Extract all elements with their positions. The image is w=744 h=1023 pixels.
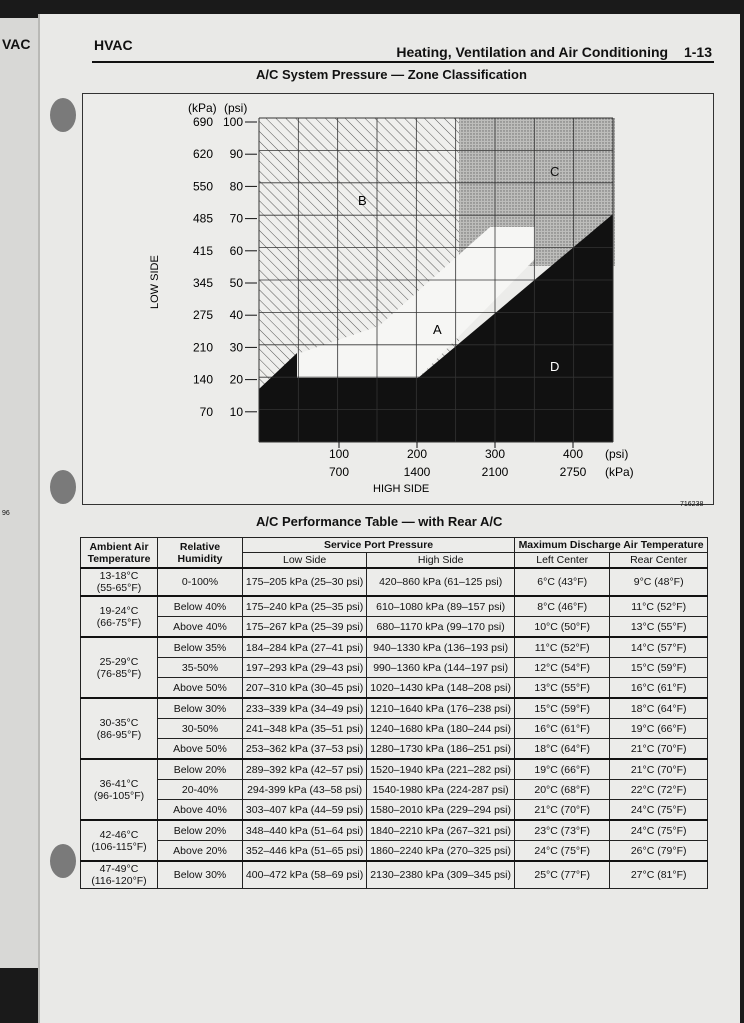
ambient-temperature-cell bbox=[81, 596, 158, 637]
rear-center-temp-cell: 19°C (66°F) bbox=[610, 719, 708, 739]
table-row bbox=[81, 698, 708, 719]
rear-center-temp-cell: 26°C (79°F) bbox=[610, 841, 708, 862]
header-max-discharge: Maximum Discharge Air Temperature bbox=[515, 538, 708, 553]
ambient-celsius: 19-24°C bbox=[99, 604, 139, 617]
humidity-cell: Above 50% bbox=[158, 678, 243, 699]
left-center-temp-cell: 12°C (54°F) bbox=[515, 658, 610, 678]
page-header bbox=[396, 44, 712, 60]
ambient-celsius: 13-18°C bbox=[99, 570, 139, 583]
left-center-temp-cell: 21°C (70°F) bbox=[515, 800, 610, 821]
figure-number: 716238 bbox=[680, 501, 704, 508]
previous-page-fig-number: 96 bbox=[2, 510, 10, 517]
humidity-cell: Below 35% bbox=[158, 637, 243, 658]
y-tick-kpa: 70 bbox=[199, 404, 213, 419]
humidity-cell: 0-100% bbox=[158, 568, 243, 596]
ambient-temperature-cell bbox=[81, 861, 158, 889]
rear-center-temp-cell: 27°C (81°F) bbox=[610, 861, 708, 889]
high-side-pressure-cell: 2130–2380 kPa (309–345 psi) bbox=[367, 861, 515, 889]
x-units-kpa: (kPa) bbox=[605, 465, 634, 479]
y-tick-psi: 70 bbox=[229, 211, 243, 226]
rear-center-temp-cell: 13°C (55°F) bbox=[610, 617, 708, 638]
high-side-pressure-cell: 1240–1680 kPa (180–244 psi) bbox=[367, 719, 515, 739]
ambient-temperature-cell bbox=[81, 759, 158, 820]
high-side-pressure-cell: 1210–1640 kPa (176–238 psi) bbox=[367, 698, 515, 719]
humidity-cell: Below 40% bbox=[158, 596, 243, 617]
rear-center-temp-cell: 24°C (75°F) bbox=[610, 800, 708, 821]
y-tick-psi: 10 bbox=[229, 404, 243, 419]
rear-center-temp-cell: 22°C (72°F) bbox=[610, 780, 708, 800]
humidity-cell: 30-50% bbox=[158, 719, 243, 739]
table-row bbox=[81, 841, 708, 862]
low-side-pressure-cell: 197–293 kPa (29–43 psi) bbox=[243, 658, 367, 678]
binder-hole bbox=[50, 98, 76, 132]
left-center-temp-cell: 20°C (68°F) bbox=[515, 780, 610, 800]
low-side-axis-label: LOW SIDE bbox=[149, 255, 161, 309]
table-row bbox=[81, 719, 708, 739]
left-center-temp-cell: 11°C (52°F) bbox=[515, 637, 610, 658]
humidity-cell: Above 50% bbox=[158, 739, 243, 760]
high-side-pressure-cell: 990–1360 kPa (144–197 psi) bbox=[367, 658, 515, 678]
performance-table bbox=[80, 537, 708, 889]
previous-page-edge bbox=[0, 18, 41, 968]
binder-hole bbox=[50, 844, 76, 878]
low-side-pressure-cell: 303–407 kPa (44–59 psi) bbox=[243, 800, 367, 821]
header-service-port-pressure: Service Port Pressure bbox=[243, 538, 515, 553]
ambient-temperature-cell bbox=[81, 568, 158, 596]
y-units-psi: (psi) bbox=[224, 101, 248, 115]
x-tick-psi: 400 bbox=[562, 447, 584, 461]
y-units-kpa: (kPa) bbox=[188, 101, 217, 115]
left-center-temp-cell: 15°C (59°F) bbox=[515, 698, 610, 719]
y-tick-kpa: 345 bbox=[192, 276, 213, 290]
chart-title: A/C System Pressure — Zone Classification bbox=[256, 67, 527, 82]
ambient-celsius: 25-29°C bbox=[99, 655, 139, 668]
header-rear-center: Rear Center bbox=[610, 553, 708, 569]
header-humidity: Relative Humidity bbox=[158, 538, 243, 569]
humidity-cell: Above 20% bbox=[158, 841, 243, 862]
high-side-pressure-cell: 940–1330 kPa (136–193 psi) bbox=[367, 637, 515, 658]
y-tick-psi: 90 bbox=[229, 147, 243, 162]
ambient-temperature-cell bbox=[81, 820, 158, 861]
humidity-cell: Above 40% bbox=[158, 800, 243, 821]
zone-d-label: D bbox=[550, 359, 560, 374]
humidity-cell: Below 20% bbox=[158, 820, 243, 841]
high-side-pressure-cell: 1520–1940 kPa (221–282 psi) bbox=[367, 759, 515, 780]
page-number: 1-13 bbox=[683, 44, 712, 60]
table-row bbox=[81, 780, 708, 800]
x-tick-kpa: 700 bbox=[328, 465, 350, 479]
low-side-pressure-cell: 400–472 kPa (58–69 psi) bbox=[243, 861, 367, 889]
rear-center-temp-cell: 18°C (64°F) bbox=[610, 698, 708, 719]
y-tick-psi: 40 bbox=[229, 308, 243, 323]
header-left-center: Left Center bbox=[515, 553, 610, 569]
rear-center-temp-cell: 21°C (70°F) bbox=[610, 739, 708, 760]
table-row bbox=[81, 617, 708, 638]
ambient-celsius: 47-49°C bbox=[99, 863, 139, 876]
y-tick-psi: 20 bbox=[229, 372, 243, 387]
low-side-pressure-cell: 348–440 kPa (51–64 psi) bbox=[243, 820, 367, 841]
table-row bbox=[81, 637, 708, 658]
x-tick-kpa: 2100 bbox=[481, 465, 509, 479]
low-side-pressure-cell: 233–339 kPa (34–49 psi) bbox=[243, 698, 367, 719]
ambient-fahrenheit: (106-115°F) bbox=[91, 840, 147, 853]
left-center-temp-cell: 19°C (66°F) bbox=[515, 759, 610, 780]
zone-c-label: C bbox=[550, 164, 560, 179]
y-tick-kpa: 140 bbox=[192, 372, 213, 387]
zone-a-label: A bbox=[433, 322, 442, 337]
high-side-pressure-cell: 420–860 kPa (61–125 psi) bbox=[367, 568, 515, 596]
left-center-temp-cell: 23°C (73°F) bbox=[515, 820, 610, 841]
low-side-pressure-cell: 294-399 kPa (43–58 psi) bbox=[243, 780, 367, 800]
table-title: A/C Performance Table — with Rear A/C bbox=[256, 514, 503, 529]
humidity-cell: 35-50% bbox=[158, 658, 243, 678]
y-tick-kpa: 210 bbox=[192, 340, 213, 355]
rear-center-temp-cell: 21°C (70°F) bbox=[610, 759, 708, 780]
low-side-pressure-cell: 241–348 kPa (35–51 psi) bbox=[243, 719, 367, 739]
x-units-psi: (psi) bbox=[605, 447, 629, 461]
ambient-celsius: 30-35°C bbox=[99, 716, 139, 729]
high-side-pressure-cell: 610–1080 kPa (89–157 psi) bbox=[367, 596, 515, 617]
left-center-temp-cell: 10°C (50°F) bbox=[515, 617, 610, 638]
rear-center-temp-cell: 24°C (75°F) bbox=[610, 820, 708, 841]
high-side-pressure-cell: 680–1170 kPa (99–170 psi) bbox=[367, 617, 515, 638]
left-center-temp-cell: 8°C (46°F) bbox=[515, 596, 610, 617]
humidity-cell: Below 30% bbox=[158, 698, 243, 719]
left-center-temp-cell: 25°C (77°F) bbox=[515, 861, 610, 889]
low-side-pressure-cell: 175–240 kPa (25–35 psi) bbox=[243, 596, 367, 617]
table-row bbox=[81, 739, 708, 760]
y-tick-kpa: 415 bbox=[192, 243, 213, 258]
y-tick-kpa: 620 bbox=[192, 147, 213, 162]
rear-center-temp-cell: 15°C (59°F) bbox=[610, 658, 708, 678]
low-side-pressure-cell: 289–392 kPa (42–57 psi) bbox=[243, 759, 367, 780]
table-row bbox=[81, 568, 708, 596]
y-tick-kpa: 485 bbox=[192, 211, 213, 226]
y-tick-kpa: 690 bbox=[192, 115, 213, 129]
high-side-pressure-cell: 1020–1430 kPa (148–208 psi) bbox=[367, 678, 515, 699]
left-center-temp-cell: 16°C (61°F) bbox=[515, 719, 610, 739]
table-row bbox=[81, 800, 708, 821]
previous-page-header: VAC bbox=[2, 36, 31, 52]
rear-center-temp-cell: 14°C (57°F) bbox=[610, 637, 708, 658]
y-tick-psi: 100 bbox=[222, 115, 243, 129]
left-center-temp-cell: 6°C (43°F) bbox=[515, 568, 610, 596]
ambient-fahrenheit: (96-105°F) bbox=[93, 789, 145, 802]
left-center-temp-cell: 13°C (55°F) bbox=[515, 678, 610, 699]
rear-center-temp-cell: 11°C (52°F) bbox=[610, 596, 708, 617]
low-side-pressure-cell: 175–267 kPa (25–39 psi) bbox=[243, 617, 367, 638]
table-row bbox=[81, 678, 708, 699]
table-row bbox=[81, 820, 708, 841]
page-header-title: Heating, Ventilation and Air Conditioning bbox=[396, 44, 669, 60]
section-header: HVAC bbox=[94, 37, 133, 53]
y-tick-kpa: 275 bbox=[192, 308, 213, 323]
rear-center-temp-cell: 16°C (61°F) bbox=[610, 678, 708, 699]
binder-hole bbox=[50, 470, 76, 504]
header-ambient: Ambient Air Temperature bbox=[81, 538, 158, 569]
y-tick-kpa: 550 bbox=[192, 179, 213, 194]
zone-chart-frame bbox=[82, 93, 714, 505]
x-tick-kpa: 2750 bbox=[559, 465, 587, 479]
humidity-cell: 20-40% bbox=[158, 780, 243, 800]
high-side-pressure-cell: 1840–2210 kPa (267–321 psi) bbox=[367, 820, 515, 841]
ambient-temperature-cell bbox=[81, 637, 158, 698]
low-side-pressure-cell: 207–310 kPa (30–45 psi) bbox=[243, 678, 367, 699]
x-tick-psi: 200 bbox=[406, 447, 428, 461]
y-tick-psi: 80 bbox=[229, 179, 243, 194]
ambient-fahrenheit: (55-65°F) bbox=[96, 582, 142, 595]
ambient-temperature-cell bbox=[81, 698, 158, 759]
humidity-cell: Below 20% bbox=[158, 759, 243, 780]
high-side-pressure-cell: 1580–2010 kPa (229–294 psi) bbox=[367, 800, 515, 821]
x-tick-psi: 300 bbox=[484, 447, 506, 461]
table-row bbox=[81, 861, 708, 889]
header-high-side: High Side bbox=[367, 553, 515, 569]
y-tick-psi: 50 bbox=[229, 276, 243, 290]
zone-chart bbox=[83, 94, 713, 504]
table-row bbox=[81, 658, 708, 678]
header-low-side: Low Side bbox=[243, 553, 367, 569]
humidity-cell: Below 30% bbox=[158, 861, 243, 889]
left-center-temp-cell: 18°C (64°F) bbox=[515, 739, 610, 760]
table-row bbox=[81, 759, 708, 780]
ambient-celsius: 36-41°C bbox=[99, 777, 139, 790]
ambient-fahrenheit: (66-75°F) bbox=[96, 616, 142, 629]
low-side-pressure-cell: 175–205 kPa (25–30 psi) bbox=[243, 568, 367, 596]
high-side-axis-label: HIGH SIDE bbox=[373, 483, 430, 495]
ambient-fahrenheit: (76-85°F) bbox=[96, 667, 142, 680]
x-tick-psi: 100 bbox=[328, 447, 350, 461]
high-side-pressure-cell: 1280–1730 kPa (186–251 psi) bbox=[367, 739, 515, 760]
manual-page bbox=[38, 14, 740, 1023]
ambient-celsius: 42-46°C bbox=[99, 828, 139, 841]
low-side-pressure-cell: 352–446 kPa (51–65 psi) bbox=[243, 841, 367, 862]
ambient-fahrenheit: (86-95°F) bbox=[96, 728, 142, 741]
y-tick-psi: 30 bbox=[229, 340, 243, 355]
low-side-pressure-cell: 184–284 kPa (27–41 psi) bbox=[243, 637, 367, 658]
high-side-pressure-cell: 1540-1980 kPa (224-287 psi) bbox=[367, 780, 515, 800]
y-tick-psi: 60 bbox=[229, 243, 243, 258]
x-tick-kpa: 1400 bbox=[403, 465, 431, 479]
header-rule bbox=[92, 61, 714, 63]
humidity-cell: Above 40% bbox=[158, 617, 243, 638]
zone-b-label: B bbox=[358, 193, 367, 208]
left-center-temp-cell: 24°C (75°F) bbox=[515, 841, 610, 862]
low-side-pressure-cell: 253–362 kPa (37–53 psi) bbox=[243, 739, 367, 760]
high-side-pressure-cell: 1860–2240 kPa (270–325 psi) bbox=[367, 841, 515, 862]
ambient-fahrenheit: (116-120°F) bbox=[91, 875, 147, 888]
table-row bbox=[81, 596, 708, 617]
rear-center-temp-cell: 9°C (48°F) bbox=[610, 568, 708, 596]
